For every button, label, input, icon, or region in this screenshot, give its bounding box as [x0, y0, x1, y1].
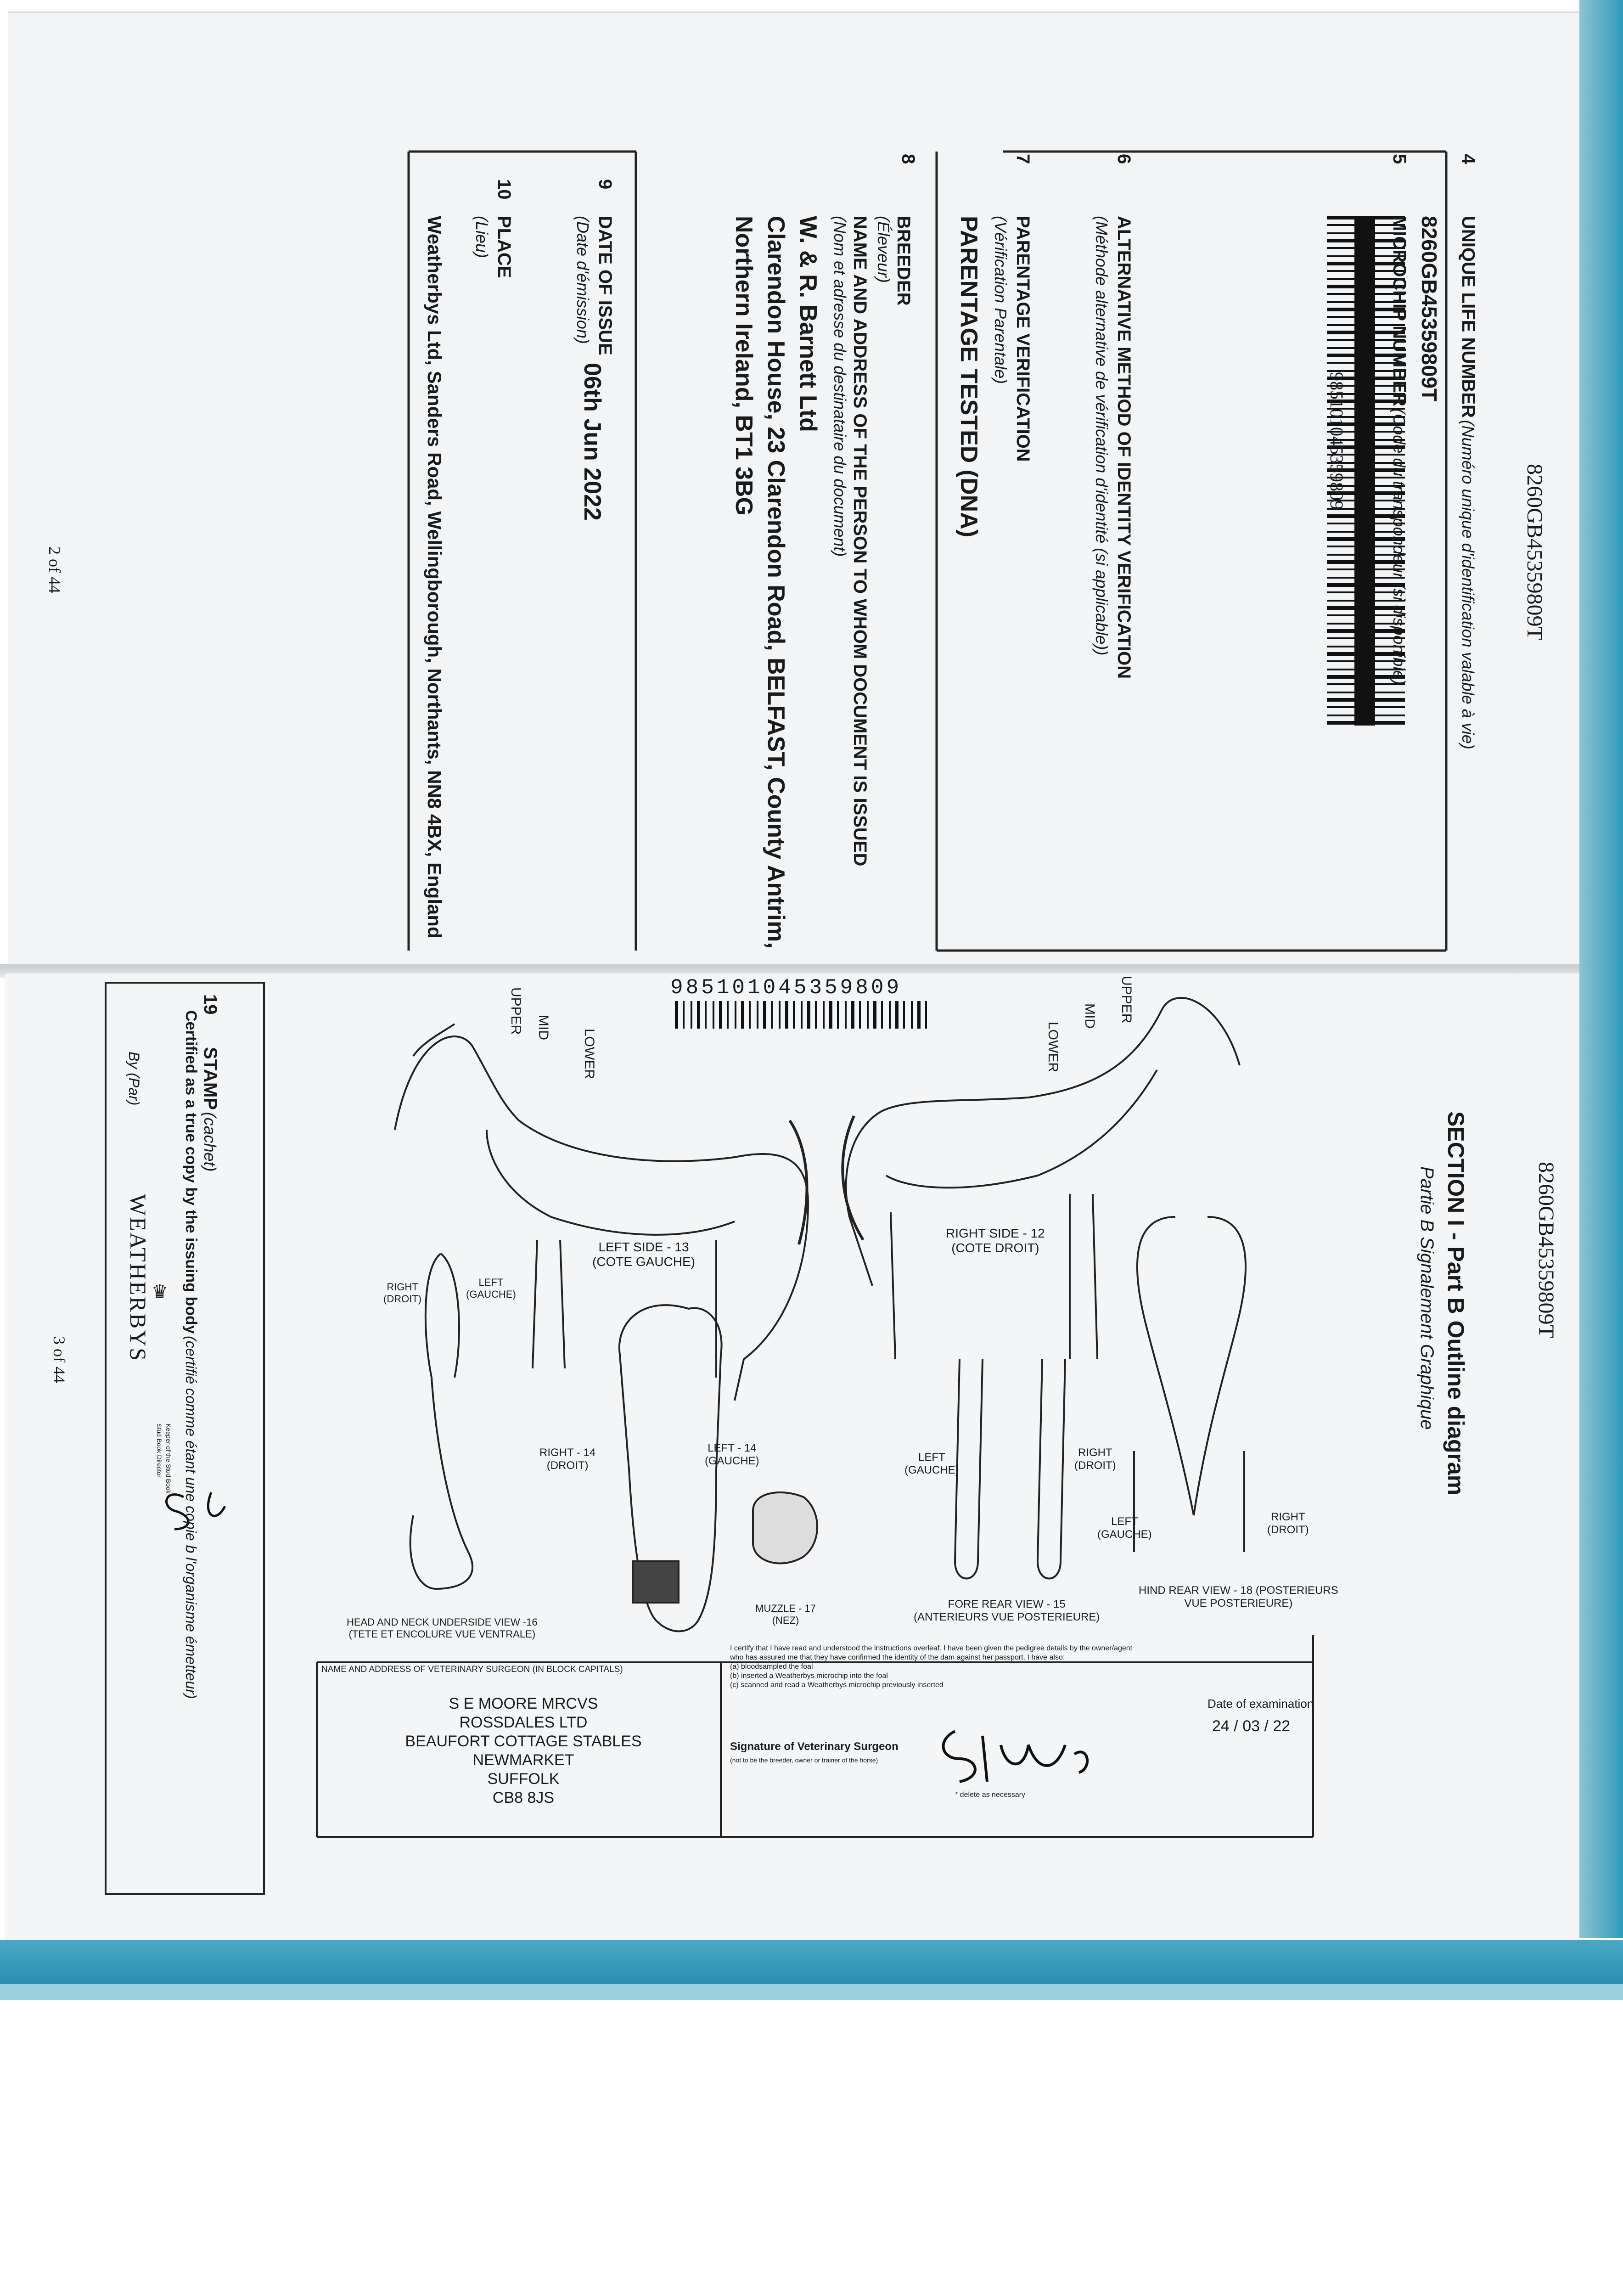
- certify-line: (a) bloodsampled the foal: [730, 1663, 813, 1671]
- field5-label: MICROCHIP NUMBER: [1389, 216, 1410, 406]
- certify-line: (c) scanned and read a Weatherbys microchip previously inserted: [730, 1681, 943, 1689]
- neck-mid-left: MID: [536, 1015, 551, 1040]
- head-front-outline: [619, 1305, 722, 1631]
- vet-address-line: S E MOORE MRCVS: [449, 1695, 598, 1712]
- barcode-bar: [771, 1001, 773, 1029]
- barcode-bar: [903, 1001, 905, 1029]
- barcode-bar: [1327, 706, 1405, 708]
- microchip-number-upper: 985101045359809: [1326, 372, 1347, 510]
- by-label: By (Par): [126, 1052, 142, 1106]
- field8-label: BREEDER: [893, 216, 914, 306]
- vet-address-line: NEWMARKET: [472, 1751, 574, 1769]
- left-side-label: LEFT SIDE - 13: [598, 1240, 689, 1254]
- fore-left-caption: [904, 1451, 959, 1477]
- field10-label: PLACE: [494, 216, 514, 278]
- underside-left-label-fr: (GAUCHE): [466, 1289, 516, 1300]
- vet-box-title: NAME AND ADDRESS OF VETERINARY SURGEON (IN BLOCK CAPITALS): [321, 1665, 623, 1674]
- hind-right-label: RIGHT: [1270, 1511, 1305, 1523]
- stamp-heading: [200, 1047, 220, 1172]
- underside-view-label-fr: (TETE ET ENCOLURE VUE VENTRALE): [348, 1628, 536, 1640]
- field9-label-fr: (Date d'émission): [573, 216, 592, 344]
- exam-day: 24: [1212, 1717, 1230, 1735]
- field10-label-fr: (Lieu): [472, 216, 491, 259]
- hind-rear-view-caption: [1139, 1584, 1338, 1610]
- head-left-label: LEFT - 14: [708, 1442, 757, 1454]
- neck-upper-right: UPPER: [1119, 976, 1134, 1024]
- hind-rear-view-outline: [1134, 1217, 1246, 1552]
- field8-label2-fr: (Nom et adresse du destinataire du document): [831, 216, 849, 557]
- barcode-bar: [917, 1001, 921, 1029]
- barcode-bar: [845, 1001, 847, 1029]
- muzzle-label: MUZZLE - 17: [755, 1603, 816, 1614]
- left-side-caption: [592, 1240, 695, 1269]
- certified-label-fr: (certifié comme étant une copie b l'organisme émetteur): [183, 1336, 199, 1699]
- underside-left-label: LEFT: [478, 1277, 504, 1288]
- underside-view-caption: [347, 1616, 538, 1640]
- place-value: Weatherbys Ltd, Sanders Road, Wellingborough, Northants, NN8 4BX, England: [424, 216, 445, 939]
- fore-rear-view-caption: [914, 1598, 1100, 1624]
- lower-header-id: 8260GB45359809T: [1534, 1162, 1558, 1338]
- barcode-bar: [895, 1001, 899, 1029]
- barcode-stripes-lower: [675, 1001, 927, 1029]
- signature-sublabel: (not to be the breeder, owner or trainer of the horse): [730, 1756, 878, 1764]
- vet-address-line: SUFFOLK: [487, 1770, 560, 1788]
- hind-left-caption: [1097, 1515, 1152, 1541]
- underside-view-label: HEAD AND NECK UNDERSIDE VIEW -16: [347, 1616, 538, 1628]
- barcode-bar: [719, 1001, 722, 1029]
- fore-left-label: LEFT: [918, 1451, 945, 1463]
- date-of-issue: 06th Jun 2022: [579, 363, 606, 521]
- weatherbys-brand: WEATHERBYS: [125, 1194, 151, 1362]
- barcode-bar: [713, 1001, 714, 1029]
- underside-right-label-fr: (DROIT): [383, 1293, 422, 1305]
- signature-delete-note: * delete as necessary: [955, 1791, 1025, 1799]
- barcode-bar: [727, 1001, 729, 1029]
- barcode-bar: [859, 1001, 861, 1029]
- page-number-lower: 3 of 44: [50, 1336, 68, 1383]
- barcode-bar: [1327, 698, 1405, 702]
- barcode-bar: [675, 1001, 678, 1029]
- field7-number: 7: [1013, 154, 1033, 164]
- barcode-bar: [741, 1001, 744, 1029]
- field4-label: UNIQUE LIFE NUMBER: [1458, 216, 1478, 418]
- microchip-number-lower: 985101045359809: [670, 976, 902, 1000]
- field5-label-fr: (Code du transpondeur (si disponible): [1390, 408, 1409, 685]
- barcode-bar: [697, 1001, 700, 1029]
- field8-number: 8: [898, 154, 918, 164]
- keeper-sublabel: Stud Book Director: [156, 1424, 163, 1478]
- barcode-bar: [1327, 721, 1405, 725]
- hind-right-caption: [1267, 1511, 1309, 1536]
- barcode-bar: [785, 1001, 788, 1029]
- barcode-bar: [763, 1001, 766, 1029]
- hind-right-label-fr: (DROIT): [1267, 1524, 1309, 1536]
- head-right-caption: [539, 1446, 595, 1472]
- exam-date: 24 / 03 / 22: [1212, 1717, 1291, 1735]
- left-side-label-fr: (COTE GAUCHE): [592, 1255, 695, 1269]
- keeper-label: Keeper of the Stud Book: [165, 1424, 172, 1494]
- breeder-name: W. & R. Barnett Ltd: [795, 216, 821, 432]
- barcode-bar: [851, 1001, 854, 1029]
- stamp-label: STAMP: [200, 1047, 220, 1110]
- field4-labels: [1458, 216, 1478, 749]
- fore-right-caption: [1074, 1446, 1116, 1472]
- neck-lower-right: LOWER: [1045, 1022, 1061, 1073]
- exam-date-label: Date of examination: [1207, 1697, 1314, 1711]
- barcode-bar: [735, 1001, 736, 1029]
- field7-label-fr: (Vérification Parentale): [991, 216, 1010, 384]
- barcode-bar: [815, 1001, 817, 1029]
- barcode-bar: [829, 1001, 832, 1029]
- hind-rear-view-label: HIND REAR VIEW - 18 (POSTERIEURS: [1139, 1584, 1338, 1597]
- certify-line: who has assured me that they have confirmed the identity of the dam against her passport. I have also:: [730, 1654, 1065, 1661]
- barcode-bar: [1327, 692, 1405, 693]
- barcode-bar: [911, 1001, 913, 1029]
- exam-month: 03: [1242, 1717, 1260, 1735]
- fore-right-label: RIGHT: [1078, 1446, 1112, 1459]
- field4-label-fr: (Numéro unique d'identification valable à vie): [1459, 420, 1477, 749]
- head-left-label-fr: (GAUCHE): [705, 1455, 759, 1467]
- certify-line: I certify that I have read and understood the instructions overleaf. I have been given the pedigree details by the owner/agent: [730, 1644, 1133, 1652]
- field5-labels: [1389, 216, 1410, 685]
- barcode-bar: [749, 1001, 751, 1029]
- neck-mid-right: MID: [1082, 1003, 1097, 1029]
- upper-form-frame: [409, 152, 1446, 951]
- fore-rear-legs-outline: [955, 1359, 1065, 1579]
- field7-label: PARENTAGE VERIFICATION: [1013, 216, 1033, 462]
- fore-left-label-fr: (GAUCHE): [904, 1464, 959, 1476]
- certify-line: (b) inserted a Weatherbys microchip into the foal: [730, 1672, 888, 1680]
- hind-left-label: LEFT: [1111, 1515, 1138, 1528]
- barcode-bar: [691, 1001, 692, 1029]
- field10-number: 10: [494, 179, 514, 200]
- barcode-bar: [793, 1001, 795, 1029]
- field6-label-fr: (Méthode alternative de vérification d'identité (si applicable)): [1092, 216, 1111, 656]
- vet-address-line: ROSSDALES LTD: [459, 1714, 588, 1731]
- barcode-bar: [807, 1001, 810, 1029]
- right-side-caption: [946, 1226, 1045, 1255]
- barcode-bar: [683, 1001, 685, 1029]
- crest-icon: ♛: [152, 1282, 168, 1302]
- exam-year: 22: [1273, 1717, 1291, 1735]
- barcode-bar: [705, 1001, 707, 1029]
- head-right-label-fr: (DROIT): [546, 1459, 589, 1472]
- barcode-bar: [925, 1001, 927, 1029]
- page-number-upper: 2 of 44: [45, 546, 64, 593]
- vet-address: [349, 1694, 698, 1807]
- stamp-label-fr: (cachet): [201, 1112, 219, 1172]
- barcode-bar: [889, 1001, 891, 1029]
- hind-rear-view-label-fr: VUE POSTERIEURE): [1184, 1597, 1293, 1609]
- barcode-bar: [757, 1001, 758, 1029]
- hind-left-label-fr: (GAUCHE): [1097, 1528, 1152, 1541]
- field9-number: 9: [595, 179, 615, 190]
- certified-label: Certified as a true copy by the issuing body: [182, 1010, 200, 1334]
- muzzle-label-fr: (NEZ): [772, 1615, 799, 1626]
- barcode-bar: [1327, 715, 1405, 716]
- field8-label-fr: (Éleveur): [874, 216, 893, 283]
- barcode-bar: [881, 1001, 883, 1029]
- field4-number: 4: [1458, 154, 1478, 164]
- section-subtitle: Partie B Signalement Graphique: [1417, 1166, 1437, 1430]
- right-side-label: RIGHT SIDE - 12: [946, 1226, 1045, 1240]
- fore-right-label-fr: (DROIT): [1074, 1459, 1116, 1472]
- parentage-value: PARENTAGE TESTED (DNA): [955, 216, 982, 538]
- underside-right-label: RIGHT: [387, 1281, 418, 1293]
- underside-left-caption: [466, 1277, 516, 1300]
- neck-lower-left: LOWER: [582, 1029, 597, 1080]
- vet-address-line: CB8 8JS: [492, 1789, 555, 1806]
- barcode-bar: [779, 1001, 781, 1029]
- barcode-bar: [837, 1001, 839, 1029]
- right-side-label-fr: (COTE DROIT): [951, 1241, 1039, 1255]
- signature-label: Signature of Veterinary Surgeon: [730, 1740, 899, 1753]
- field6-number: 6: [1114, 154, 1134, 164]
- fore-rear-view-label-fr: (ANTERIEURS VUE POSTERIEURE): [914, 1611, 1100, 1623]
- muzzle-outline: [753, 1492, 817, 1563]
- barcode-bar: [801, 1001, 803, 1029]
- barcode-bar: [867, 1001, 869, 1029]
- field8-label2: NAME AND ADDRESS OF THE PERSON TO WHOM DOCUMENT IS ISSUED: [850, 216, 870, 867]
- field6-label: ALTERNATIVE METHOD OF IDENTITY VERIFICATION: [1114, 216, 1134, 679]
- field19-number: 19: [200, 994, 220, 1015]
- head-right-label: RIGHT - 14: [539, 1446, 596, 1459]
- barcode-bar: [873, 1001, 876, 1029]
- unique-life-number: 8260GB45359809T: [1417, 216, 1441, 402]
- neck-upper-left: UPPER: [508, 987, 523, 1035]
- field9-label: DATE OF ISSUE: [595, 216, 615, 355]
- barcode-bar: [823, 1001, 825, 1029]
- muzzle-caption: [755, 1603, 816, 1626]
- certified-statement: [182, 1010, 200, 1699]
- left-side-horse-outline: [395, 1024, 808, 1401]
- breeder-address-line1: Clarendon House, 23 Clarendon Road, BELFAST, County Antrim,: [763, 216, 789, 949]
- upper-header-id: 8260GB45359809T: [1522, 464, 1547, 640]
- breeder-address-line2: Northern Ireland, BT1 3BG: [730, 216, 757, 516]
- head-left-caption: [705, 1442, 759, 1468]
- fore-rear-view-label: FORE REAR VIEW - 15: [948, 1598, 1066, 1610]
- right-side-horse-outline: [842, 998, 1240, 1359]
- underside-right-caption: [383, 1281, 421, 1305]
- vet-address-line: BEAUFORT COTTAGE STABLES: [405, 1733, 642, 1750]
- vet-certification: [730, 1644, 1309, 1690]
- section-title: SECTION I - Part B Outline diagram: [1443, 1111, 1469, 1496]
- field5-number: 5: [1389, 154, 1410, 164]
